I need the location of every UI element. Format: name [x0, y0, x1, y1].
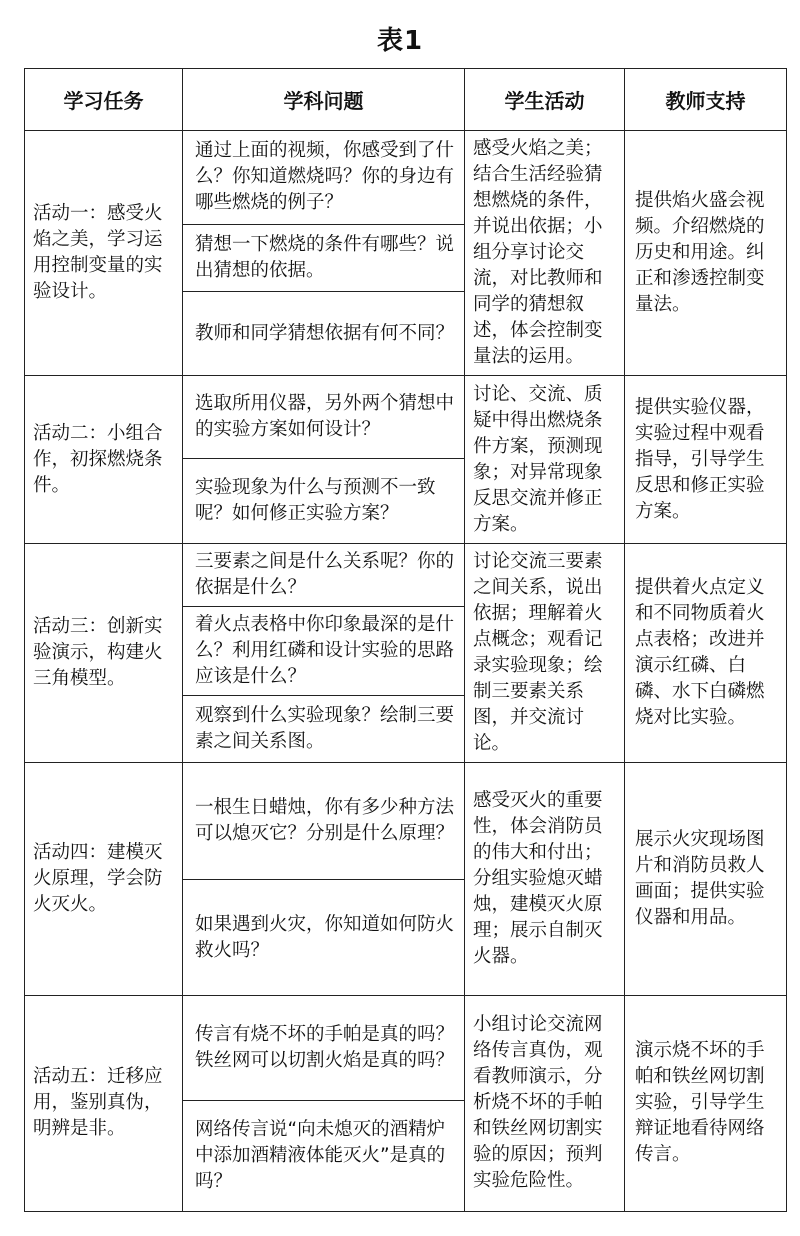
table-row: [25, 543, 787, 606]
activity-cell: 小组讨论交流网络传言真伪，观看教师演示，分析烧不坏的手帕和铁丝网切割实验的原因；预判实验危险性。: [465, 995, 625, 1211]
question-cell: 着火点表格中你印象最深的是什么？利用红磷和设计实验的思路应该是什么？: [183, 606, 465, 695]
support-cell: 展示火灾现场图片和消防员救人画面；提供实验仪器和用品。: [625, 763, 787, 995]
activity-cell: 感受火焰之美；结合生活经验猜想燃烧的条件，并说出依据；小组分享讨论交流，对比教师和同学的猜想叙述，体会控制变量法的运用。: [465, 130, 625, 376]
table-row: [25, 130, 787, 224]
question-cell: 三要素之间是什么关系呢？你的依据是什么？: [183, 543, 465, 606]
task-cell: 活动五：迁移应用，鉴别真伪，明辨是非。: [25, 995, 183, 1211]
question-cell: 如果遇到火灾，你知道如何防火救火吗？: [183, 880, 465, 995]
header-row: [25, 69, 787, 131]
question-cell: 观察到什么实验现象？绘制三要素之间关系图。: [183, 696, 465, 763]
lesson-plan-table: [24, 68, 787, 1212]
task-cell: 活动四：建模灭火原理，学会防火灭火。: [25, 763, 183, 995]
question-cell: 一根生日蜡烛，你有多少种方法可以熄灭它？分别是什么原理？: [183, 763, 465, 880]
header-support: 教师支持: [625, 69, 787, 131]
question-cell: 教师和同学猜想依据有何不同？: [183, 291, 465, 375]
activity-cell: 讨论、交流、质疑中得出燃烧条件方案，预测现象；对异常现象反思交流并修正方案。: [465, 376, 625, 544]
support-cell: 提供着火点定义和不同物质着火点表格；改进并演示红磷、白磷、水下白磷燃烧对比实验。: [625, 543, 787, 762]
task-cell: 活动二：小组合作，初探燃烧条件。: [25, 376, 183, 544]
task-cell: 活动三：创新实验演示，构建火三角模型。: [25, 543, 183, 762]
activity-cell: 感受灭火的重要性，体会消防员的伟大和付出；分组实验熄灭蜡烛，建模灭火原理；展示自制灭火器。: [465, 763, 625, 995]
support-cell: 提供焰火盛会视频。介绍燃烧的历史和用途。纠正和渗透控制变量法。: [625, 130, 787, 376]
activity-cell: 讨论交流三要素之间关系，说出依据；理解着火点概念；观看记录实验现象；绘制三要素关系图，并交流讨论。: [465, 543, 625, 762]
support-cell: 演示烧不坏的手帕和铁丝网切割实验，引导学生辩证地看待网络传言。: [625, 995, 787, 1211]
question-cell: 选取所用仪器，另外两个猜想中的实验方案如何设计？: [183, 376, 465, 459]
header-question: 学科问题: [183, 69, 465, 131]
table-row: [25, 763, 787, 880]
support-cell: 提供实验仪器，实验过程中观看指导，引导学生反思和修正实验方案。: [625, 376, 787, 544]
question-cell: 网络传言说“向未熄灭的酒精炉中添加酒精液体能灭火”是真的吗？: [183, 1100, 465, 1211]
header-activity: 学生活动: [465, 69, 625, 131]
question-cell: 传言有烧不坏的手帕是真的吗？铁丝网可以切割火焰是真的吗？: [183, 995, 465, 1100]
header-task: 学习任务: [25, 69, 183, 131]
question-cell: 猜想一下燃烧的条件有哪些？说出猜想的依据。: [183, 224, 465, 291]
question-cell: 实验现象为什么与预测不一致呢？如何修正实验方案？: [183, 459, 465, 544]
table-title: 表1: [376, 26, 424, 56]
question-cell: 通过上面的视频，你感受到了什么？你知道燃烧吗？你的身边有哪些燃烧的例子？: [183, 130, 465, 224]
task-cell: 活动一：感受火焰之美，学习运用控制变量的实验设计。: [25, 130, 183, 376]
table-row: [25, 376, 787, 459]
table-row: [25, 995, 787, 1100]
